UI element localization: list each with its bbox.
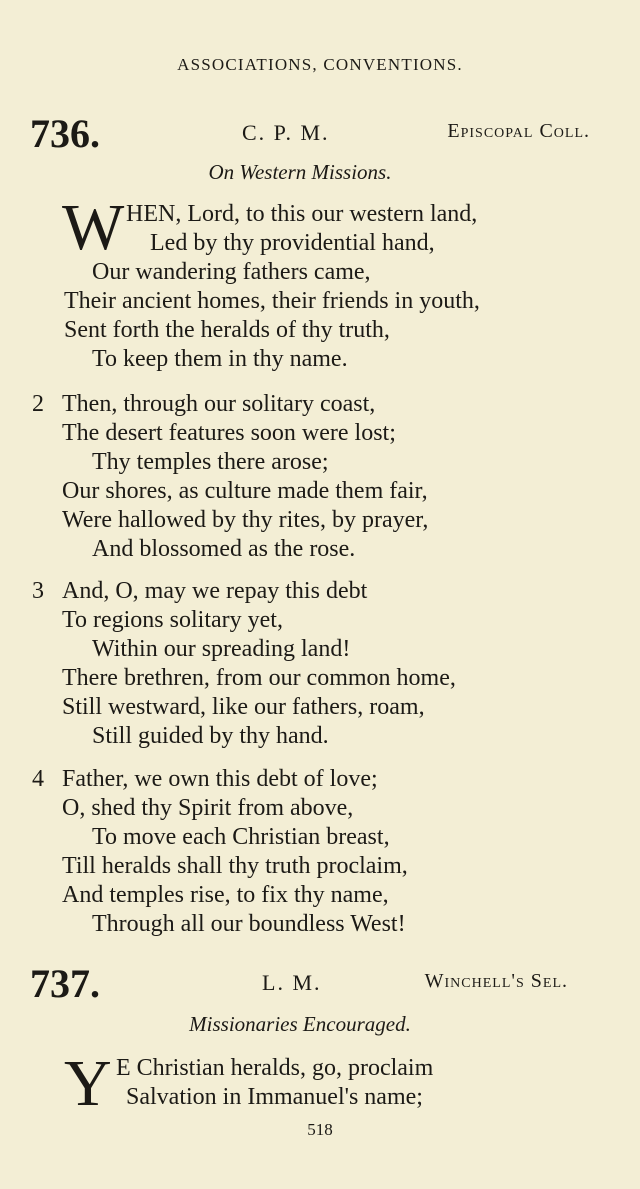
verse-line: To move each Christian breast,	[92, 824, 390, 850]
drop-cap: W	[62, 191, 125, 264]
verse-line: And temples rise, to fix thy name,	[62, 882, 389, 908]
verse-line: Still guided by thy hand.	[92, 723, 329, 749]
verse-line: And blossomed as the rose.	[92, 536, 356, 562]
stanza-number: 4	[32, 766, 44, 792]
verse-line: E Christian heralds, go, proclaim	[116, 1055, 434, 1081]
running-head: ASSOCIATIONS, CONVENTIONS.	[177, 55, 463, 74]
verse-line: And, O, may we repay this debt	[62, 578, 368, 604]
verse-line: The desert features soon were lost;	[62, 420, 396, 446]
verse-line: Within our spreading land!	[92, 636, 351, 662]
hymn-source: Winchell's Sel.	[424, 970, 568, 992]
verse-line: Were hallowed by thy rites, by prayer,	[62, 507, 429, 533]
verse-line: Our shores, as culture made them fair,	[62, 478, 428, 504]
verse-line: Sent forth the heralds of thy truth,	[64, 317, 390, 343]
stanza-number: 2	[32, 391, 44, 417]
drop-cap: Y	[64, 1047, 112, 1120]
hymn-737-subtitle: Missionaries Encouraged.	[189, 1012, 411, 1036]
verse-line: O, shed thy Spirit from above,	[62, 795, 354, 821]
verse-line: Led by thy providential hand,	[150, 230, 435, 256]
verse-line: Still westward, like our fathers, roam,	[62, 694, 425, 720]
stanza-number: 3	[32, 578, 44, 604]
hymn-736-header	[30, 112, 590, 156]
hymn-source: Episcopal Coll.	[447, 120, 590, 142]
hymn-number: 736.	[30, 111, 100, 156]
verse-line: Salvation in Immanuel's name;	[126, 1084, 423, 1110]
verse-line: Through all our boundless West!	[92, 911, 406, 937]
verse-line: Their ancient homes, their friends in youth,	[64, 288, 480, 314]
hymn-number: 737.	[30, 961, 100, 1006]
verse-line: HEN, Lord, to this our western land,	[126, 201, 478, 227]
verse-line: To keep them in thy name.	[92, 346, 348, 372]
page-number: 518	[307, 1120, 333, 1139]
hymn-meter: C. P. M.	[242, 120, 330, 145]
verse-line: Father, we own this debt of love;	[62, 766, 378, 792]
verse-line: Thy temples there arose;	[92, 449, 329, 475]
hymn-736-subtitle: On Western Missions.	[208, 160, 392, 184]
verse-line: Our wandering fathers came,	[92, 259, 371, 285]
verse-line: Till heralds shall thy truth proclaim,	[62, 853, 408, 879]
verse-line: There brethren, from our common home,	[62, 665, 456, 691]
hymn-meter: L. M.	[262, 970, 322, 995]
verse-line: To regions solitary yet,	[62, 607, 283, 633]
verse-line: Then, through our solitary coast,	[62, 391, 376, 417]
hymn-737-header	[30, 962, 590, 1006]
